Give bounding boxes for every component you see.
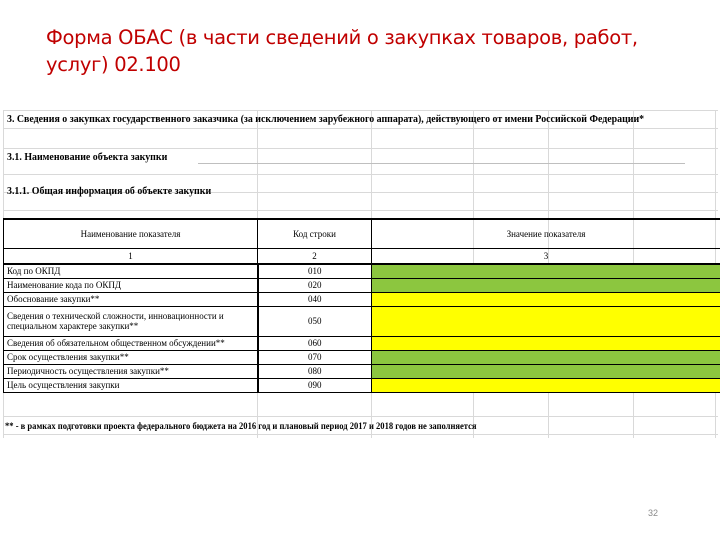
- row-name-technical-complexity: Сведения о технической сложности, инновационности и специальном характере закупки**: [4, 306, 258, 336]
- table-row: [4, 278, 720, 292]
- indicators-table: [3, 218, 720, 393]
- page-number: 32: [648, 508, 659, 518]
- table-row: [4, 378, 720, 392]
- table-row: [4, 336, 720, 350]
- slide-title-line-1: Форма ОБАС (в части сведений о закупках товаров, работ,: [46, 26, 638, 49]
- row-code: 050: [258, 306, 372, 336]
- footnote: ** - в рамках подготовки проекта федерального бюджета на 2016 год и плановый период 2017 и 2018 годов не заполняется: [5, 421, 477, 431]
- table-row: [4, 264, 720, 278]
- row-name-procurement-goal: Цель осуществления закупки: [4, 378, 258, 392]
- row-name-okpd-name: Наименование кода по ОКПД: [4, 278, 258, 292]
- row-name-public-discussion: Сведения об обязательном общественном обсуждении**: [4, 336, 258, 350]
- row-code: 080: [258, 364, 372, 378]
- table-row: [4, 364, 720, 378]
- row-name-justification: Обоснование закупки**: [4, 292, 258, 306]
- row-code: 040: [258, 292, 372, 306]
- row-code: 020: [258, 278, 372, 292]
- header-row-code: Код строки: [258, 219, 372, 249]
- column-number: 1: [4, 249, 258, 265]
- value-cell-procurement-frequency[interactable]: [372, 364, 720, 378]
- section-3-1-heading: 3.1. Наименование объекта закупки: [7, 151, 168, 163]
- header-indicator-name: Наименование показателя: [4, 219, 258, 249]
- value-cell-justification[interactable]: [372, 292, 720, 306]
- table-row: [4, 350, 720, 364]
- table-row: [4, 292, 720, 306]
- section-3-heading: 3. Сведения о закупках государственного заказчика (за исключением зарубежного аппарата), действующего от имени Российской Федерации*: [7, 113, 645, 125]
- spreadsheet-form: [3, 110, 718, 438]
- row-name-okpd-code: Код по ОКПД: [4, 264, 258, 278]
- object-name-field-line: [198, 163, 685, 164]
- row-name-procurement-frequency: Периодичность осуществления закупки**: [4, 364, 258, 378]
- value-cell-public-discussion[interactable]: [372, 336, 720, 350]
- value-cell-okpd-name[interactable]: [372, 278, 720, 292]
- column-number-row: [4, 249, 720, 265]
- column-number: 2: [258, 249, 372, 265]
- value-cell-okpd-code[interactable]: [372, 264, 720, 278]
- row-code: 090: [258, 378, 372, 392]
- header-indicator-value: Значение показателя: [372, 219, 720, 249]
- slide-title: [46, 24, 646, 78]
- row-name-procurement-period: Срок осуществления закупки**: [4, 350, 258, 364]
- row-code: 070: [258, 350, 372, 364]
- row-code: 010: [258, 264, 372, 278]
- value-cell-technical-complexity[interactable]: [372, 306, 720, 336]
- section-3-1-1-heading: 3.1.1. Общая информация об объекте закупки: [7, 185, 212, 197]
- value-cell-procurement-period[interactable]: [372, 350, 720, 364]
- table-row: [4, 306, 720, 336]
- row-code: 060: [258, 336, 372, 350]
- value-cell-procurement-goal[interactable]: [372, 378, 720, 392]
- slide-title-line-2: услуг) 02.100: [46, 53, 181, 76]
- table-header-row: [4, 219, 720, 249]
- column-number: 3: [372, 249, 720, 265]
